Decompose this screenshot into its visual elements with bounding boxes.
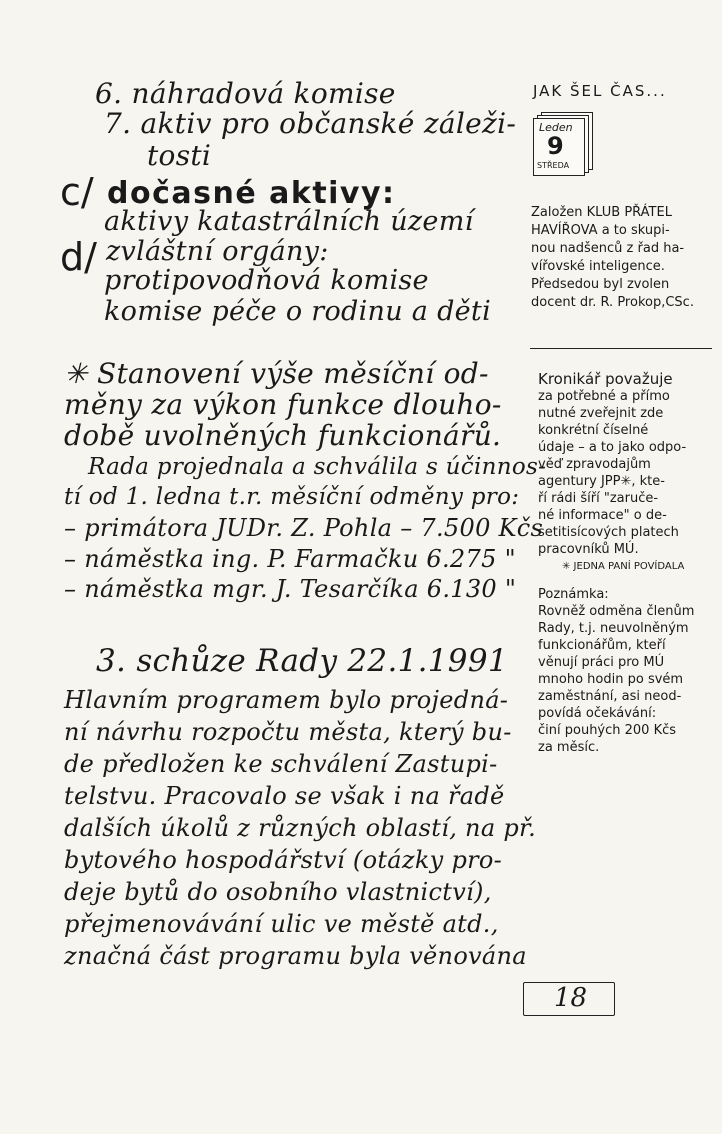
calendar-day: 9 bbox=[547, 132, 564, 160]
pay-row-mayor: – primátora JUDr. Z. Pohla – 7.500 Kčs bbox=[64, 514, 544, 542]
remark-line-6: mnoho hodin po svém bbox=[538, 672, 684, 687]
remark-line-9: činí pouhých 200 Kčs bbox=[538, 723, 677, 738]
section-d-heading: zvláštní orgány: bbox=[106, 236, 329, 267]
remark-line-3: Rady, t.j. neuvolněným bbox=[538, 621, 689, 636]
sidebar-divider bbox=[530, 348, 712, 349]
meeting-text-3: de předložen ke schválení Zastupi- bbox=[64, 750, 498, 778]
pay-row-deputy-1: – náměstka ing. P. Farmačku 6.275 " bbox=[64, 545, 516, 573]
chronicler-note-line-6: věď zpravodajům bbox=[538, 457, 651, 472]
meeting-text-7: deje bytů do osobního vlastnictví), bbox=[64, 878, 492, 906]
calendar-icon bbox=[533, 112, 595, 174]
remark-line-7: zaměstnání, asi neod- bbox=[538, 689, 682, 704]
pay-text-2: tí od 1. ledna t.r. měsíční odměny pro: bbox=[64, 484, 520, 510]
meeting-text-2: ní návrhu rozpočtu města, který bu- bbox=[64, 718, 512, 746]
page-number: 18 bbox=[554, 983, 588, 1013]
chronicler-note-line-9: né informace" o de- bbox=[538, 508, 667, 523]
chronicler-note-line-10: setitisícových platech bbox=[538, 525, 679, 540]
pay-text-1: Rada projednala a schválila s účinnos- bbox=[88, 454, 547, 480]
remark-line-4: funkcionářům, kteří bbox=[538, 638, 666, 653]
meeting-text-6: bytového hospodářství (otázky pro- bbox=[64, 846, 503, 874]
club-note-line-4: vířovské inteligence. bbox=[531, 259, 665, 274]
calendar-weekday: STŘEDA bbox=[537, 161, 570, 170]
remark-line-5: věnují práci pro MÚ bbox=[538, 655, 665, 670]
meeting-heading: 3. schůze Rady 22.1.1991 bbox=[96, 643, 508, 679]
list-item-7: 7. aktiv pro občanské záleži- bbox=[104, 107, 517, 140]
meeting-text-1: Hlavním programem bylo projedná- bbox=[64, 686, 509, 714]
remark-line-1: Poznámka: bbox=[538, 587, 609, 602]
chronicler-note-line-11: pracovníků MÚ. bbox=[538, 542, 639, 557]
list-item-7-cont: tosti bbox=[147, 139, 212, 172]
chronicler-note-line-7: agentury JPP✳, kte- bbox=[538, 474, 665, 489]
calendar-month: Leden bbox=[539, 121, 573, 134]
remark-line-8: povídá očekávání: bbox=[538, 706, 657, 721]
sidebar-header: JAK ŠEL ČAS... bbox=[533, 82, 667, 100]
meeting-text-8: přejmenovávání ulic ve městě atd., bbox=[64, 910, 499, 938]
section-c-letter: c/ bbox=[60, 170, 94, 214]
section-d-item-2: komise péče o rodinu a děti bbox=[104, 296, 492, 327]
club-note-line-6: docent dr. R. Prokop,CSc. bbox=[531, 295, 694, 310]
chronicler-note-line-1: Kronikář považuje bbox=[538, 370, 673, 388]
chronicler-note-line-8: ří rádi šíří "zaruče- bbox=[538, 491, 659, 506]
pay-row-deputy-2: – náměstka mgr. J. Tesarčíka 6.130 " bbox=[64, 575, 517, 603]
pay-title-3: době uvolněných funkcionářů. bbox=[64, 419, 502, 452]
list-item-6: 6. náhradová komise bbox=[95, 77, 396, 110]
chronicler-note-line-2: za potřebné a přímo bbox=[538, 389, 670, 404]
page-number-box bbox=[523, 982, 615, 1016]
club-note-line-3: nou nadšenců z řad ha- bbox=[531, 241, 685, 256]
chronicler-note-line-3: nutné zveřejnit zde bbox=[538, 406, 664, 421]
chronicler-note-line-4: konkrétní číselné bbox=[538, 423, 649, 438]
chronicler-footnote: ✳ JEDNA PANÍ POVÍDALA bbox=[562, 561, 685, 572]
club-note-line-1: Založen KLUB PŘÁTEL bbox=[531, 205, 672, 220]
section-c-item: aktivy katastrálních území bbox=[104, 206, 474, 237]
section-d-item-1: protipovodňová komise bbox=[104, 265, 429, 296]
club-note-line-5: Předsedou byl zvolen bbox=[531, 277, 670, 292]
section-d-letter: d/ bbox=[60, 235, 97, 279]
remark-line-10: za měsíc. bbox=[538, 740, 600, 755]
pay-title-2: měny za výkon funkce dlouho- bbox=[64, 388, 502, 421]
meeting-text-4: telstvu. Pracovalo se však i na řadě bbox=[64, 782, 505, 810]
section-c-heading: dočasné aktivy: bbox=[107, 176, 396, 211]
pay-title-1: ✳ Stanovení výše měsíční od- bbox=[64, 357, 489, 390]
club-note-line-2: HAVÍŘOVA a to skupi- bbox=[531, 223, 670, 238]
meeting-text-5: dalších úkolů z různých oblastí, na př. bbox=[64, 814, 537, 842]
meeting-text-9: značná část programu byla věnována bbox=[64, 942, 527, 970]
remark-line-2: Rovněž odměna členům bbox=[538, 604, 695, 619]
chronicler-note-line-5: údaje – a to jako odpo- bbox=[538, 440, 687, 455]
